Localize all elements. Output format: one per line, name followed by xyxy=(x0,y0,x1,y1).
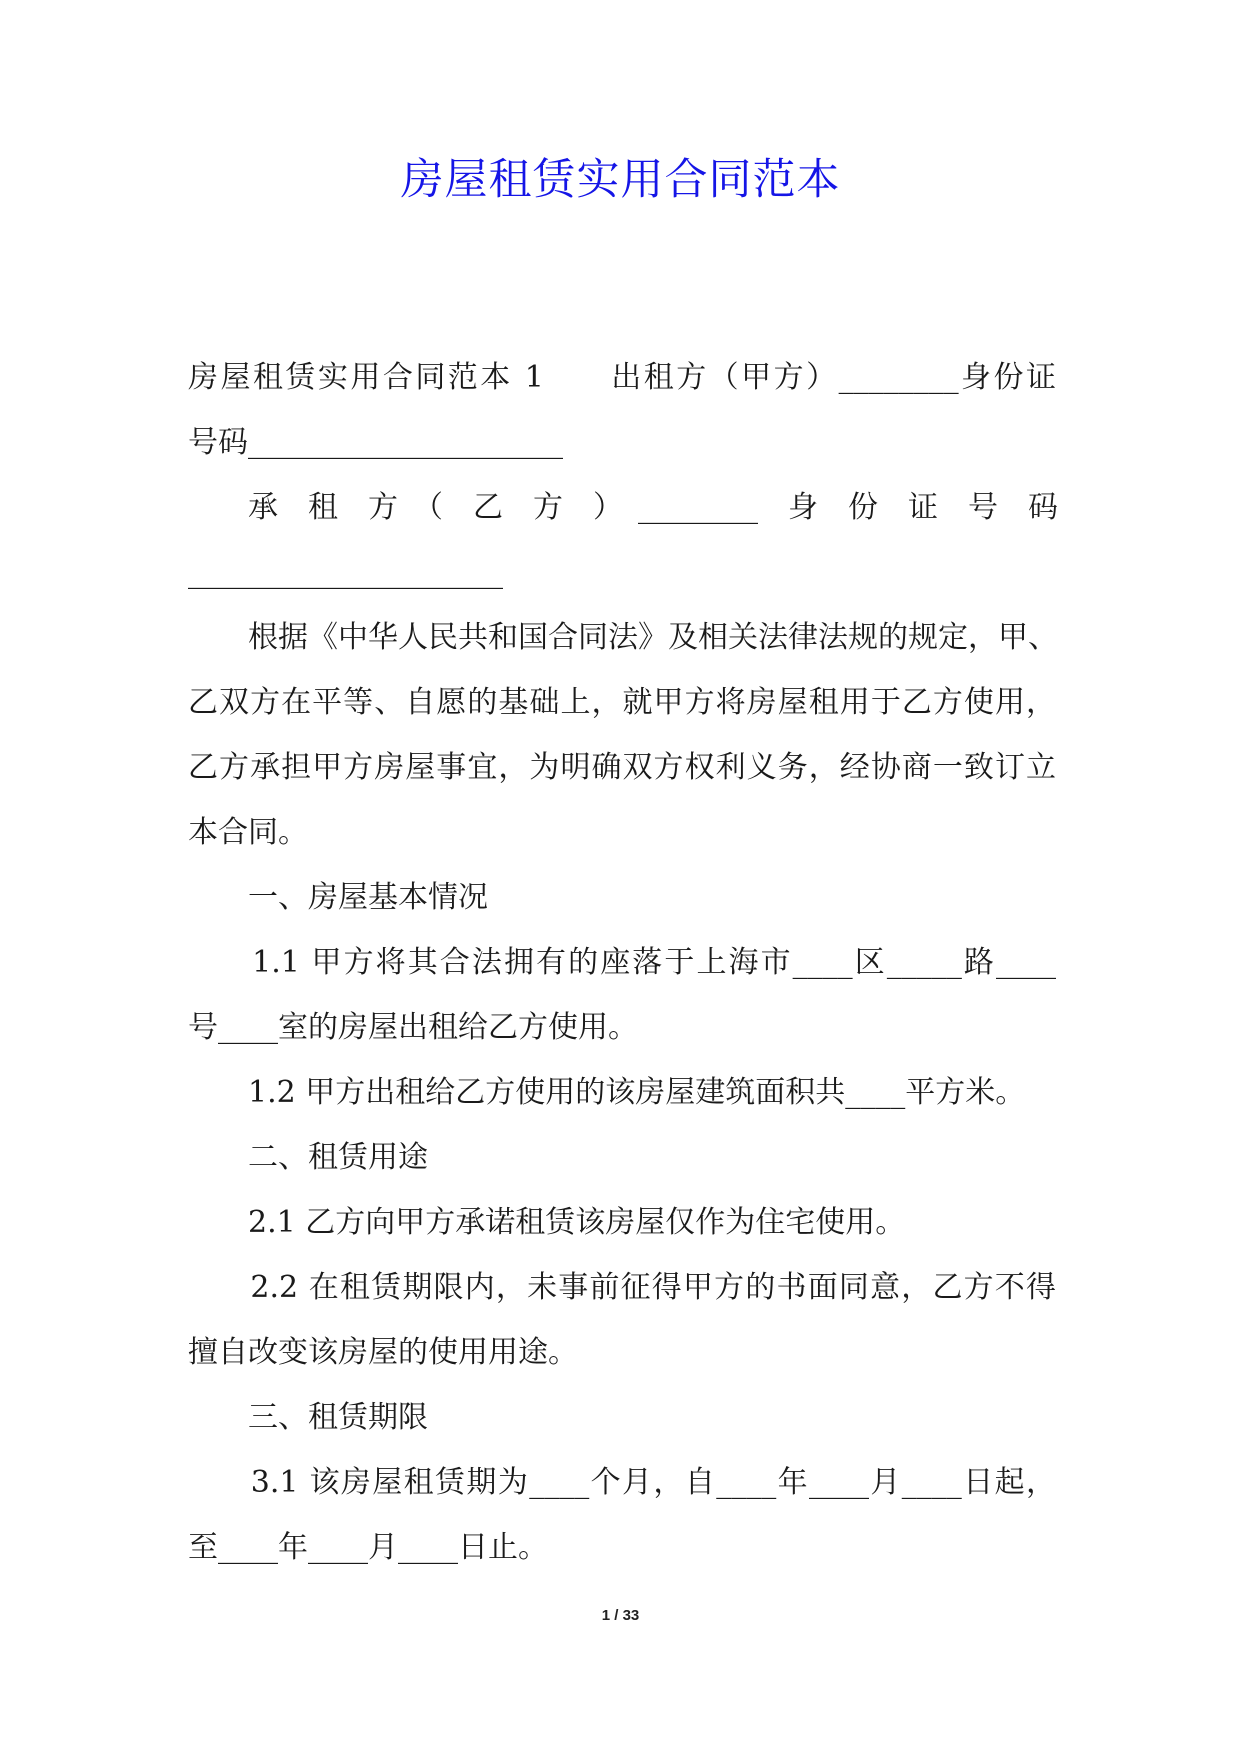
clause-1-1: 1.1 甲方将其合法拥有的座落于上海市____区_____路____ xyxy=(188,945,1056,980)
clause-2-1: 2.1 乙方向甲方承诺租赁该房屋仅作为住宅使用。 xyxy=(188,1205,906,1240)
clause-2-2-cont: 擅自改变该房屋的使用用途。 xyxy=(188,1335,578,1370)
section-heading-3: 三、租赁期限 xyxy=(188,1400,428,1435)
page-number: 1 / 33 xyxy=(601,1607,640,1624)
clause-1-2: 1.2 甲方出租给乙方使用的该房屋建筑面积共____平方米。 xyxy=(188,1075,1026,1110)
text-line-preamble-1: 根据《中华人民共和国合同法》及相关法律法规的规定，甲、 xyxy=(188,620,1058,655)
text-line-lessee-id: _____________________ xyxy=(188,555,503,590)
clause-3-1: 3.1 该房屋租赁期为____个月，自____年____月____日起， xyxy=(188,1465,1056,1500)
text-line-intro: 房屋租赁实用合同范本 1 出租方（甲方）________身份证 xyxy=(188,360,1056,395)
text-line-preamble-4: 本合同。 xyxy=(188,815,308,850)
text-line-preamble-2: 乙双方在平等、自愿的基础上，就甲方将房屋租用于乙方使用， xyxy=(188,685,1056,720)
document-title: 房屋租赁实用合同范本 xyxy=(400,155,841,205)
text-line-lessee: 承 租 方 （ 乙 方 ） ________ 身 份 证 号 码 xyxy=(188,490,1058,525)
section-heading-1: 一、房屋基本情况 xyxy=(188,880,488,915)
clause-1-1-cont: 号____室的房屋出租给乙方使用。 xyxy=(188,1010,638,1045)
clause-3-1-cont: 至____年____月____日止。 xyxy=(188,1530,548,1565)
clause-2-2: 2.2 在租赁期限内，未事前征得甲方的书面同意，乙方不得 xyxy=(188,1270,1056,1305)
text-line-preamble-3: 乙方承担甲方房屋事宜，为明确双方权利义务，经协商一致订立 xyxy=(188,750,1056,785)
section-heading-2: 二、租赁用途 xyxy=(188,1140,428,1175)
text-line-lessor-id: 号码_____________________ xyxy=(188,425,563,460)
